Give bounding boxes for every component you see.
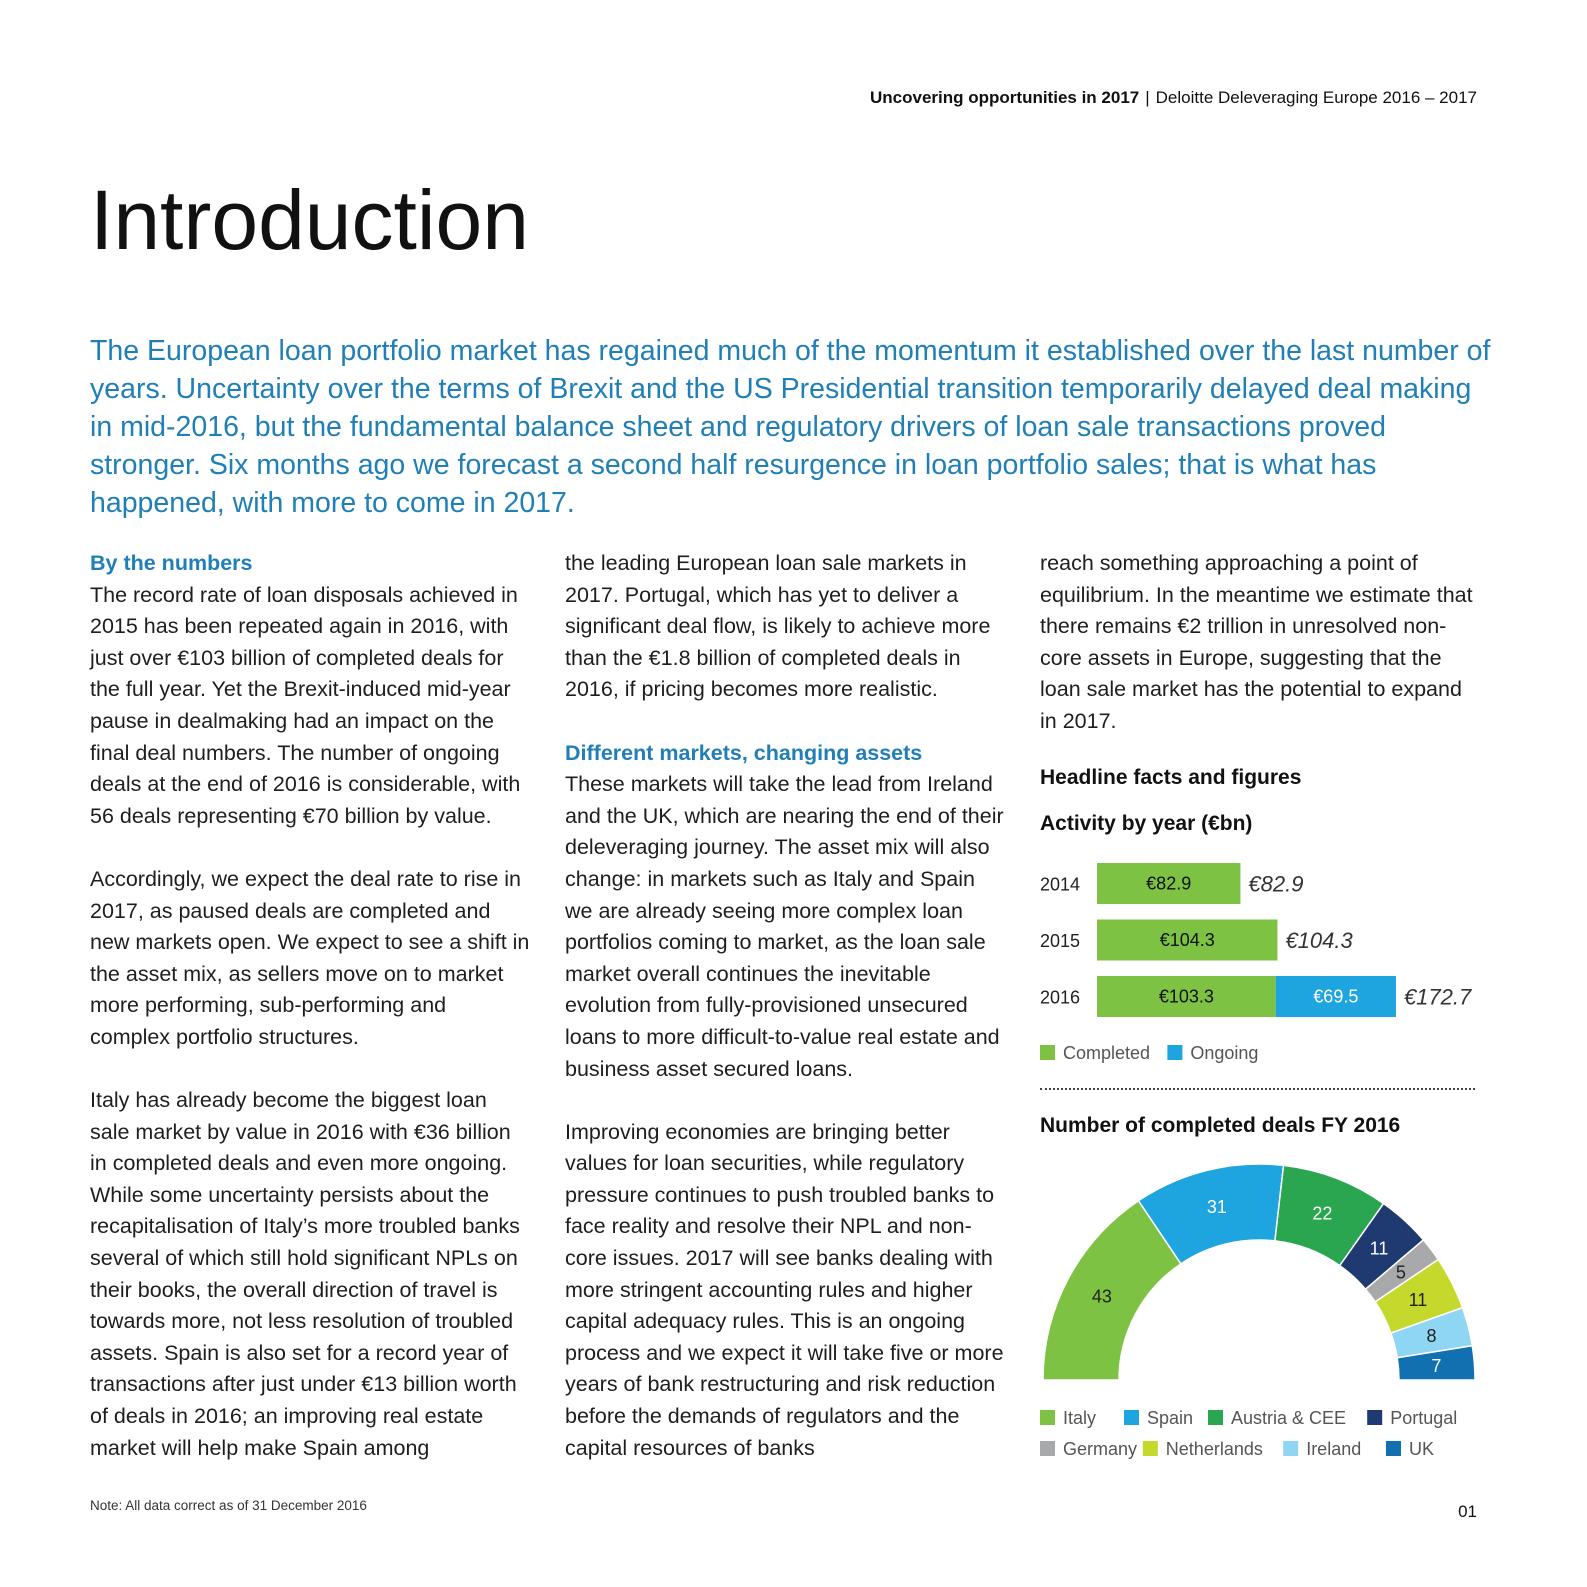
footnote: Note: All data correct as of 31 December 2016 (90, 1498, 367, 1513)
legend-swatch-netherlands (1143, 1441, 1158, 1456)
paragraph: the leading European loan sale markets in 2017. Portugal, which has yet to deliver a significant deal flow, is likely to achieve more than the €1.8 billion of completed deals in 2016, if pricing becomes more realistic. (565, 551, 991, 702)
legend-label-spain: Spain (1147, 1408, 1194, 1428)
column-3 (1040, 548, 1480, 769)
column-2 (565, 548, 1005, 1496)
legend-label-netherlands: Netherlands (1165, 1439, 1263, 1459)
slice-value-label: 43 (1091, 1286, 1112, 1307)
bar-total-label: €82.9 (1248, 871, 1304, 897)
year-label: 2016 (1040, 987, 1081, 1008)
slice-value-label: 8 (1426, 1325, 1437, 1346)
facts-heading: Headline facts and figures (1040, 766, 1302, 789)
paragraph: reach something approaching a point of equilibrium. In the meantime we estimate that there remains €2 trillion in unresolved non-core assets in Europe, suggesting that the loan sale market has the potential to expand in 2017. (1040, 551, 1473, 733)
paragraph: Italy has already become the biggest loan sale market by value in 2016 with €36 billion in completed deals and even more ongoing. While some uncertainty persists about the recapitalisation of Italy’s more troubled banks several of which still hold significant NPLs on their books, the overall direction of travel is towards more, not less resolution of troubled assets. Spain is also set for a record year of transactions after just under €13 billion worth of deals in 2016; an improving real estate market will help make Spain among (90, 1088, 520, 1460)
year-label: 2014 (1040, 874, 1081, 895)
page-number: 01 (1458, 1502, 1477, 1521)
activity-bar-chart (1030, 855, 1500, 1080)
legend-swatch-portugal (1367, 1410, 1382, 1425)
slice-value-label: 7 (1431, 1355, 1442, 1376)
year-label: 2015 (1040, 931, 1081, 951)
slice-value-label: 11 (1369, 1238, 1389, 1259)
header-section: Uncovering opportunities in 2017 (870, 88, 1140, 107)
paragraph: Accordingly, we expect the deal rate to rise in 2017, as paused deals are completed and new markets open. We expect to see a shift in the asset mix, as sellers move on to market more performing, sub-performing and complex portfolio structures. (90, 866, 530, 1049)
bar-total-label: €104.3 (1285, 928, 1353, 953)
legend-swatch-ongoing (1167, 1045, 1182, 1060)
legend-label-completed: Completed (1063, 1043, 1151, 1063)
slice-value-label: 31 (1206, 1197, 1227, 1218)
deals-chart-title: Number of completed deals FY 2016 (1040, 1114, 1401, 1137)
paragraph: The record rate of loan disposals achieved in 2015 has been repeated again in 2016, with just over €103 billion of completed deals for the full year. Yet the Brexit-induced mid-year pause in dealmaking had an impact on the final deal numbers. The number of ongoing deals at the end of 2016 is considerable, with 56 deals representing €70 billion by value. (90, 582, 521, 828)
bar-value-label: €69.5 (1313, 986, 1359, 1007)
deals-half-donut-chart (1030, 1150, 1500, 1470)
bar-total-label: €172.7 (1403, 984, 1472, 1010)
legend-swatch-italy (1040, 1410, 1055, 1425)
legend-swatch-austria-cee (1208, 1410, 1223, 1425)
legend-label-uk: UK (1409, 1439, 1435, 1459)
heading-by-the-numbers: By the numbers (90, 551, 253, 575)
paragraph: These markets will take the lead from Ireland and the UK, which are nearing the end of their deleveraging journey. The asset mix will also change: in markets such as Italy and Spain we are already seeing more complex loan portfolios coming to market, as the loan sale market overall continues the inevitable evolution from fully-provisioned unsecured loans to more difficult-to-value real estate and business asset secured loans. (565, 772, 1004, 1081)
heading-different-markets: Different markets, changing assets (565, 740, 923, 765)
page-header (870, 88, 1477, 108)
header-publication: Deloitte Deleveraging Europe 2016 – 2017 (1155, 88, 1477, 107)
slice-value-label: 22 (1312, 1203, 1333, 1224)
divider (1040, 1088, 1475, 1090)
activity-chart-title: Activity by year (€bn) (1040, 812, 1253, 835)
legend-swatch-spain (1124, 1410, 1139, 1425)
legend-swatch-completed (1040, 1045, 1055, 1060)
column-1 (90, 548, 530, 1496)
legend-label-ongoing: Ongoing (1190, 1043, 1259, 1063)
legend-label-germany: Germany (1063, 1439, 1138, 1459)
legend-swatch-germany (1040, 1441, 1055, 1456)
header-separator: | (1145, 88, 1150, 107)
legend-swatch-uk (1386, 1441, 1401, 1456)
paragraph: Improving economies are bringing better values for loan securities, while regulatory pressure continues to push troubled banks to face reality and resolve their NPL and non-core issues. 2017 will see banks dealing with more stringent accounting rules and higher capital adequacy rules. This is an ongoing process and we expect it will take five or more years of bank restructuring and risk reduction before the demands of regulators and the capital resources of banks (565, 1119, 1004, 1460)
slice-value-label: 5 (1395, 1262, 1406, 1283)
intro-paragraph: The European loan portfolio market has regained much of the momentum it established over the last number of years. Uncertainty over the terms of Brexit and the US Presidential transition temporarily delayed deal making in mid-2016, but the fundamental balance sheet and regulatory drivers of loan sale transactions proved stronger. Six months ago we forecast a second half resurgence in loan portfolio sales; that is what has happened, with more to come in 2017. (90, 335, 1491, 519)
bar-value-label: €104.3 (1159, 930, 1215, 950)
page-title: Introduction (90, 173, 529, 267)
legend-label-portugal: Portugal (1390, 1408, 1458, 1428)
legend-label-austria-cee: Austria & CEE (1231, 1408, 1347, 1428)
bar-value-label: €103.3 (1158, 986, 1214, 1007)
legend-label-italy: Italy (1063, 1408, 1097, 1428)
bar-value-label: €82.9 (1146, 873, 1192, 894)
legend-label-ireland: Ireland (1306, 1439, 1362, 1459)
legend-swatch-ireland (1283, 1441, 1298, 1456)
slice-value-label: 11 (1408, 1289, 1428, 1310)
